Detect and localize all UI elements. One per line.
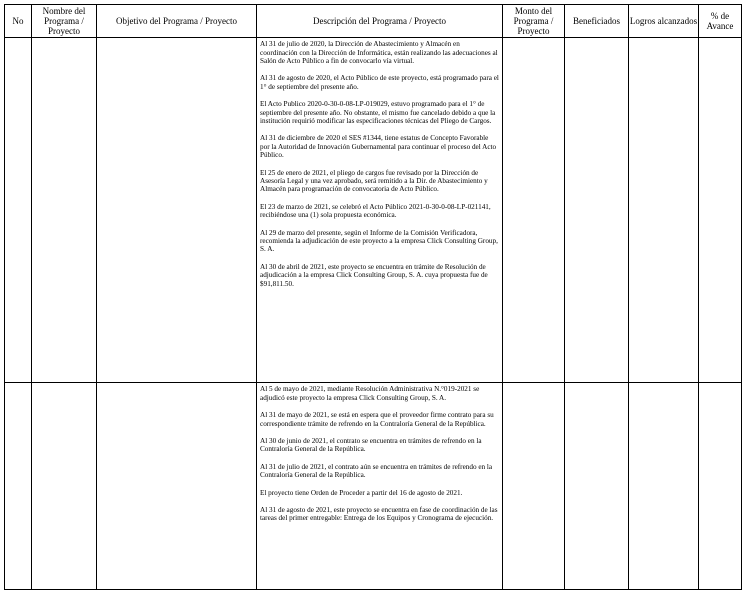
cell-nombre	[32, 383, 97, 590]
cell-logros	[629, 38, 699, 383]
header-monto: Monto del Programa / Proyecto	[503, 5, 565, 38]
cell-avance	[699, 38, 742, 383]
header-logros: Logros alcanzados	[629, 5, 699, 38]
program-table	[4, 4, 742, 590]
cell-beneficiados	[565, 38, 629, 383]
description-paragraph: Al 31 de diciembre de 2020 el SES #1344, tiene estatus de Concepto Favorable por la Autoridad de Innovación Gubernamental para continuar el proceso del Acto Público.	[260, 134, 497, 160]
table-row	[5, 38, 742, 383]
header-nombre: Nombre del Programa / Proyecto	[32, 5, 97, 38]
description-text	[257, 383, 502, 522]
description-paragraph: Al 31 de julio de 2021, el contrato aún se encuentra en trámites de refrendo en la Contraloría General de la República.	[260, 462, 493, 480]
description-paragraph: Al 31 de julio de 2020, la Dirección de Abastecimiento y Almacén en coordinación con la Dirección de Informática, están realizando las adecuaciones al Salón de Acto Público a fin de convocarlo vía virtual.	[260, 40, 498, 65]
header-avance: % de Avance	[699, 5, 742, 38]
cell-objetivo	[97, 383, 257, 590]
header-row	[5, 5, 742, 38]
cell-objetivo	[97, 38, 257, 383]
description-paragraph: Al 29 de marzo del presente, según el Informe de la Comisión Verificadora, recomienda la adjudicación de este proyecto a la empresa Click Consulting Group, S. A.	[260, 228, 498, 254]
cell-monto	[503, 383, 565, 590]
cell-no	[5, 383, 32, 590]
cell-no	[5, 38, 32, 383]
header-no: No	[5, 5, 32, 38]
cell-beneficiados	[565, 383, 629, 590]
description-paragraph: El proyecto tiene Orden de Proceder a partir del 16 de agosto de 2021.	[260, 488, 463, 497]
description-paragraph: Al 31 de mayo de 2021, se está en espera que el proveedor firme contrato para su correspondiente trámite de refrendo en la Contraloría General de la República.	[260, 411, 494, 428]
table-row	[5, 383, 742, 590]
description-paragraph: El 23 de marzo de 2021, se celebró el Acto Público 2021-0-30-0-08-LP-021141, recibiéndose una (1) sola propuesta económica.	[260, 202, 491, 220]
cell-descripcion	[257, 38, 503, 383]
cell-monto	[503, 38, 565, 383]
header-beneficiados: Beneficiados	[565, 5, 629, 38]
header-descripcion: Descripción del Programa / Proyecto	[257, 5, 503, 38]
description-text	[257, 38, 502, 288]
description-paragraph: Al 5 de mayo de 2021, mediante Resolución Administrativa N.°019-2021 se adjudicó este proyecto la empresa Click Consulting Group, S. A.	[260, 385, 480, 402]
description-paragraph: Al 30 de abril de 2021, este proyecto se encuentra en trámite de Resolución de adjudicación a la empresa Click Consulting Group, S. A. cuya propuesta fue de $91,811.50.	[260, 262, 488, 288]
cell-avance	[699, 383, 742, 590]
header-objetivo: Objetivo del Programa / Proyecto	[97, 5, 257, 38]
description-paragraph: Al 31 de agosto de 2020, el Acto Público de este proyecto, está programado para el 1° de septiembre del presente año.	[260, 74, 499, 91]
cell-logros	[629, 383, 699, 590]
cell-nombre	[32, 38, 97, 383]
description-paragraph: Al 31 de agosto de 2021, este proyecto se encuentra en fase de coordinación de las tareas del primer entregable: Entrega de los Equipos y Cronograma de ejecución.	[260, 505, 498, 523]
description-paragraph: El Acto Publico 2020-0-30-0-08-LP-019029, estuvo programado para el 1° de septiembre del presente año. No obstante, el mismo fue cancelado debido a que la institución requirió modificar las especificaciones técnicas del Pliego de Cargos.	[260, 100, 496, 125]
description-paragraph: El 25 de enero de 2021, el pliego de cargos fue revisado por la Dirección de Asesoría Legal y una vez aprobado, será remitido a la Dir. de Abastecimiento y Almacén para programación de convocatoria de Acto Público.	[260, 168, 488, 194]
cell-descripcion	[257, 383, 503, 590]
description-paragraph: Al 30 de junio de 2021, el contrato se encuentra en trámites de refrendo en la Contraloría General de la República.	[260, 436, 482, 454]
